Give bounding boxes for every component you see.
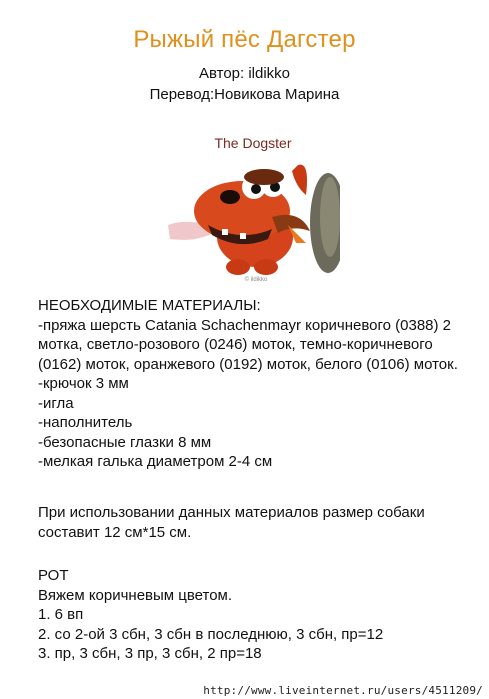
- materials-line: -игла: [38, 394, 74, 412]
- page-title: Рыжый пёс Дагстер: [133, 26, 356, 53]
- mouth-row: 3. пр, 3 сбн, 3 пр, 3 сбн, 2 пр=18: [38, 645, 262, 662]
- dog-photo: [160, 125, 340, 293]
- materials-line: (0162) моток, оранжевого (0192) моток, белого (0106) моток.: [38, 355, 458, 373]
- mouth-intro: Вяжем коричневым цветом.: [38, 586, 233, 604]
- materials-heading: НЕОБХОДИМЫЕ МАТЕРИАЛЫ:: [38, 297, 261, 314]
- size-note-line: При использовании данных материалов размер собаки: [38, 504, 425, 521]
- mouth-row: 1. 6 вп: [38, 606, 84, 623]
- mouth-section: [38, 566, 478, 664]
- photo-watermark: © ildikko: [244, 277, 268, 283]
- size-note-line: составит 12 см*15 см.: [38, 523, 192, 541]
- materials-line: -безопасные глазки 8 мм: [38, 433, 212, 451]
- size-note: [38, 503, 478, 542]
- materials-line: мотка, светло-розового (0246) моток, темно-коричневого: [38, 336, 433, 353]
- materials-line: -мелкая галька диаметром 2-4 см: [38, 453, 273, 470]
- photo-caption: The Dogster: [214, 135, 292, 151]
- materials-line: -пряжа шерсть Catania Schachenmayr коричневого (0388) 2: [38, 316, 452, 334]
- mouth-heading: РОТ: [38, 567, 69, 584]
- source-url[interactable]: http://www.liveinternet.ru/users/4511209/: [203, 684, 483, 697]
- translator-line: Перевод:Новикова Марина: [149, 86, 340, 103]
- mouth-row: 2. со 2-ой 3 сбн, 3 сбн в последнюю, 3 сбн, пр=12: [38, 625, 384, 643]
- materials-line: -крючок 3 мм: [38, 375, 129, 392]
- materials-line: -наполнитель: [38, 414, 133, 431]
- author-line: Автор: ildikko: [198, 65, 291, 82]
- dog-illustration: [160, 125, 340, 293]
- materials-section: [38, 296, 478, 472]
